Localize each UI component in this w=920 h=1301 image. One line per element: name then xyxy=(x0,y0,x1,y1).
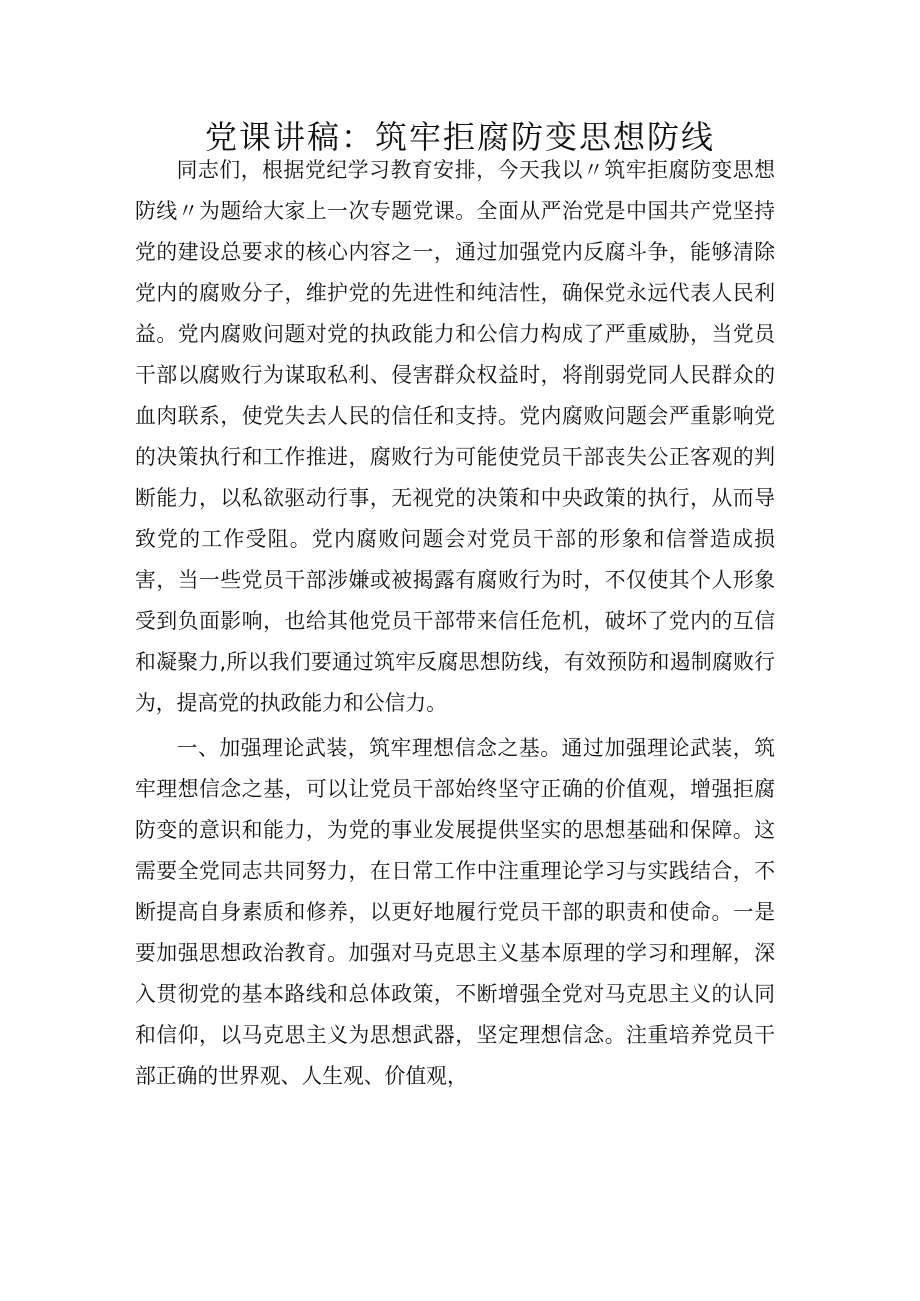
paragraph-intro: 同志们，根据党纪学习教育安排，今天我以〃筑牢拒腐防变思想防线〃为题给大家上一次专题党课。全面从严治党是中国共产党坚持党的建设总要求的核心内容之一，通过加强党内反腐斗争，能够清除党内的腐败分子，维护党的先进性和纯洁性，确保党永远代表人民利益。党内腐败问题对党的执政能力和公信力构成了严重威胁，当党员干部以腐败行为谋取私利、侵害群众权益时，将削弱党同人民群众的血肉联系，使党失去人民的信任和支持。党内腐败问题会严重影响党的决策执行和工作推进，腐败行为可能使党员干部丧失公正客观的判断能力，以私欲驱动行事，无视党的决策和中央政策的执行，从而导致党的工作受阻。党内腐败问题会对党员干部的形象和信誉造成损害，当一些党员干部涉嫌或被揭露有腐败行为时，不仅使其个人形象受到负面影响，也给其他党员干部带来信任危机，破坏了党内的互信和凝聚力,所以我们要通过筑牢反腐思想防线，有效预防和遏制腐败行为，提高党的执政能力和公信力。 xyxy=(135,158,775,715)
document-body xyxy=(135,150,775,1097)
paragraph-section-one: 一、加强理论武装，筑牢理想信念之基。通过加强理论武装，筑牢理想信念之基，可以让党员干部始终坚守正确的价值观，增强拒腐防变的意识和能力，为党的事业发展提供坚实的思想基础和保障。这需要全党同志共同努力，在日常工作中注重理论学习与实践结合，不断提高自身素质和修养，以更好地履行党员干部的职责和使命。一是要加强思想政治教育。加强对马克思主义基本原理的学习和理解，深入贯彻党的基本路线和总体政策，不断增强全党对马克思主义的认同和信仰，以马克思主义为思想武器，坚定理想信念。注重培养党员干部正确的世界观、人生观、价值观， xyxy=(135,736,775,1088)
page-title: 党课讲稿：筑牢拒腐防变思想防线 xyxy=(204,118,715,156)
